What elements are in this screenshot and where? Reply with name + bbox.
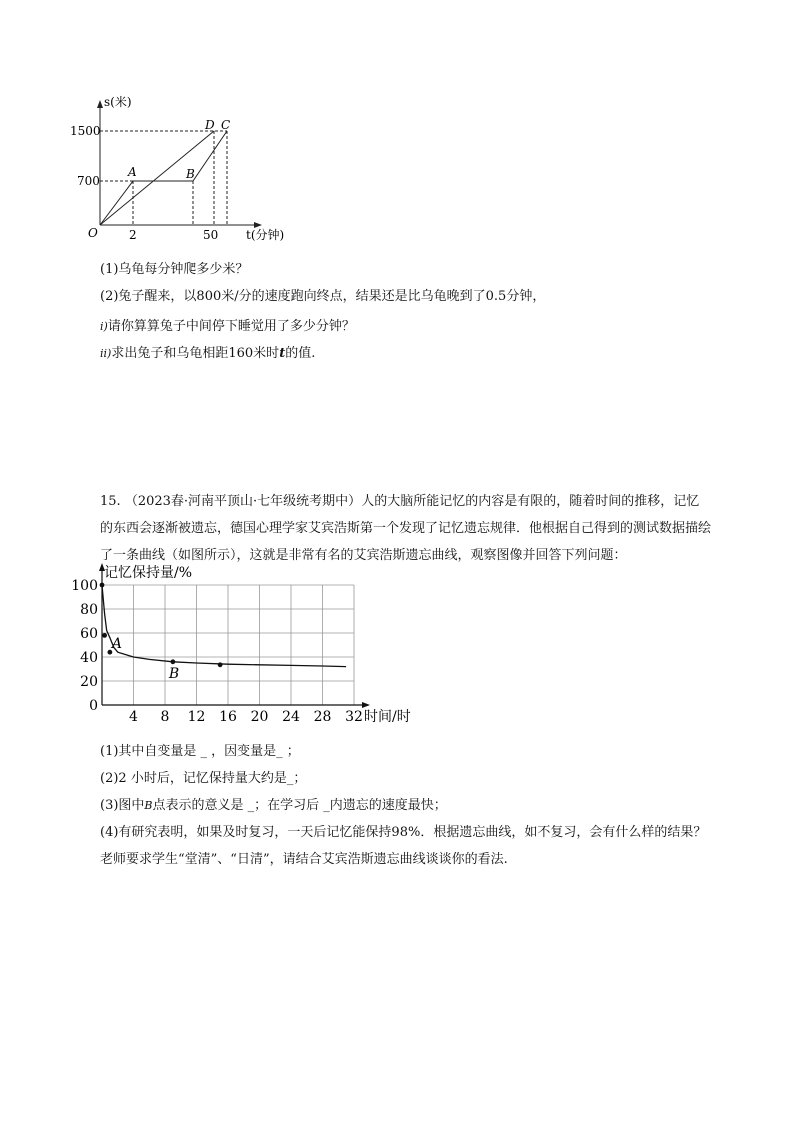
x-tick-label-8: 8 (160, 709, 170, 725)
q15-part4-c: 老师要求学生“堂清”、“日清”，请结合艾宾浩斯遗忘曲线谈谈你的看法. (100, 852, 508, 867)
q15-intro (100, 488, 712, 569)
q14-sub-ii (100, 342, 315, 361)
origin-label: O (88, 226, 98, 240)
q14-part2-c: 分钟， (506, 289, 546, 304)
x-axis-arrow (362, 702, 370, 708)
x-tick-label-20: 20 (250, 709, 269, 725)
point-C-label: C (221, 118, 231, 132)
q15-part4-pct: 98% (391, 825, 421, 840)
chart-marked-points (100, 583, 223, 682)
tortoise-line (100, 131, 214, 225)
series-line-0 (102, 585, 346, 667)
t-axis-label: t(分钟) (246, 228, 285, 242)
q14-sub-i-mark: i) (100, 320, 108, 333)
chart-grid (102, 585, 354, 705)
q15-part2: (2)2 小时后，记忆保持量大约是_； (100, 771, 307, 786)
marked-point-B (170, 659, 175, 664)
x-tick-label-32: 32 (345, 709, 363, 725)
q14-part1: (1)乌龟每分钟爬多少米？ (100, 262, 249, 277)
y-tick-label-80: 80 (80, 602, 98, 618)
s-axis-arrow (97, 100, 103, 108)
q15-part4-b: ．根据遗忘曲线，如不复习，会有什么样的结果？ (420, 825, 707, 840)
tick-2: 2 (129, 228, 137, 242)
s-axis-label: s(米) (104, 95, 132, 109)
q15-part3-var: B (144, 799, 153, 812)
q15-part3 (100, 794, 447, 813)
q14-part2-speed: 800 (196, 289, 222, 304)
q14-sub-ii-dist: 160 (228, 346, 254, 361)
x-tick-label-24: 24 (282, 709, 300, 725)
q15-text: 人的大脑所能记忆的内容是有限的，随着时间的推移，记忆的东西会逐渐被遗忘，德国心理学家艾宾浩斯第一个发现了记忆遗忘规律．他根据自己得到的测试数据描绘了一条曲线（如图所示），这就是非常有名的艾宾浩斯遗忘曲线，观察图像并回答下列问题： (100, 494, 712, 563)
point-A-label: A (128, 165, 137, 179)
marked-point-0 (100, 583, 105, 588)
tick-1500: 1500 (70, 124, 101, 138)
point-label-A: A (111, 636, 122, 653)
q14-sub-ii-var: t (279, 346, 286, 361)
q14-sub-ii-mark: ii) (100, 347, 112, 360)
q14-sub-ii-b: 米时 (253, 346, 280, 361)
q14-part2-b: 米/分的速度跑向终点，结果还是比乌龟晚到了 (221, 289, 486, 304)
y-tick-label-0: 0 (89, 698, 98, 714)
x-tick-label-12: 12 (187, 709, 206, 725)
marked-point-4 (218, 662, 223, 667)
chart-series (102, 585, 346, 667)
y-tick-label-20: 20 (80, 674, 98, 690)
x-tick-label-28: 28 (313, 709, 332, 725)
q15-part1: (1)其中自变量是 _ ，因变量是_ ； (100, 744, 300, 759)
q14-sub-i (100, 315, 355, 334)
tortoise-hare-graph (60, 90, 300, 250)
y-tick-label-60: 60 (80, 626, 98, 642)
q15-part3-a: (3)图中 (100, 798, 145, 813)
q14-part2 (100, 285, 545, 304)
forgetting-curve-chart (60, 558, 440, 728)
marked-point-1 (102, 633, 107, 638)
q15-source: （2023春·河南平顶山·七年级统考期中） (124, 494, 362, 509)
x-tick-label-4: 4 (129, 709, 138, 725)
q15-part4 (100, 821, 706, 840)
q14-part2-late: 0.5 (485, 289, 507, 304)
q15-number: 15. (100, 494, 121, 509)
chart-x-axis-label: 时间/时 (364, 709, 411, 725)
q15-part3-b: 点表示的意义是 _；在学习后 _内遗忘的速度最快； (152, 798, 447, 813)
q14-sub-ii-c: 的值. (285, 346, 316, 361)
x-tick-label-16: 16 (219, 709, 237, 725)
q14-sub-ii-a: 求出兔子和乌龟相距 (111, 346, 229, 361)
q14-part2-a: (2)兔子醒来，以 (100, 289, 197, 304)
q15-part4-a: (4)有研究表明，如果及时复习，一天后记忆能保持 (100, 825, 392, 840)
chart-y-axis-label: 记忆保持量/% (104, 565, 193, 581)
y-tick-label-40: 40 (80, 650, 98, 666)
tick-700: 700 (77, 174, 100, 188)
point-D-label: D (205, 118, 215, 132)
hare-path (100, 131, 227, 225)
dashed-guides (100, 131, 227, 225)
q14-sub-i-text: 请你算算兔子中间停下睡觉用了多少分钟？ (107, 319, 355, 334)
tick-50: 50 (203, 228, 219, 242)
point-label-B: B (168, 665, 180, 682)
point-B-label: B (186, 167, 195, 181)
y-tick-label-100: 100 (71, 578, 98, 594)
